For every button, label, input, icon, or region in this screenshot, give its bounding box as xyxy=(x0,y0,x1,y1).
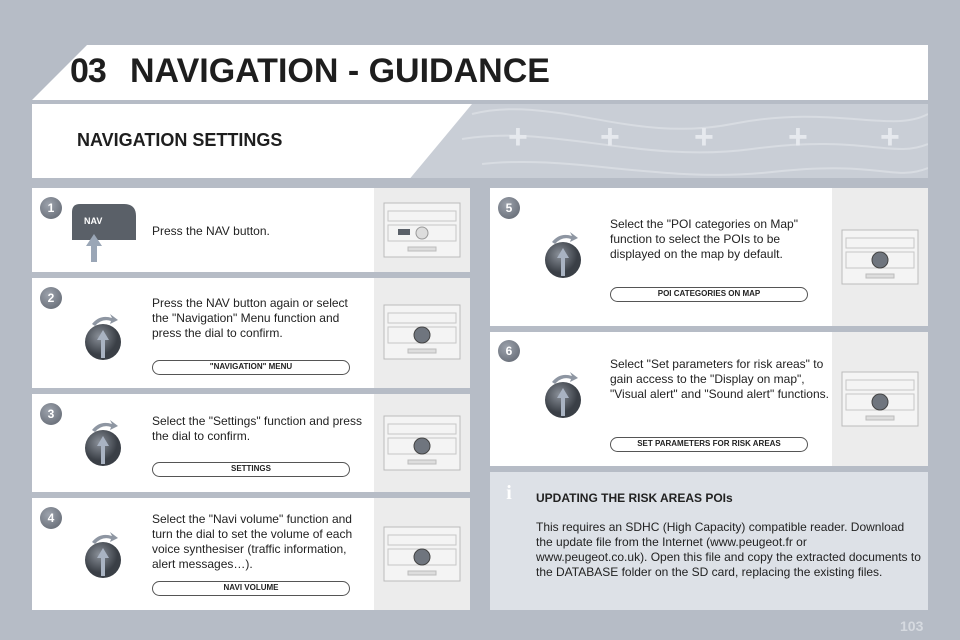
menu-label-pill: POI CATEGORIES ON MAP xyxy=(610,287,808,302)
menu-label-pill: SET PARAMETERS FOR RISK AREAS xyxy=(610,437,808,452)
step-2-text: Press the NAV button again or select the "Navigation" Menu function and press the dial to confirm. xyxy=(152,296,348,340)
info-icon: i xyxy=(506,482,512,504)
page-number: 103 xyxy=(900,618,924,634)
step-number-badge: 2 xyxy=(40,287,62,309)
dial-icon xyxy=(538,370,588,420)
radio-unit-icon xyxy=(382,525,462,583)
plus-icon: + xyxy=(600,118,620,156)
info-title: UPDATING THE RISK AREAS POIs xyxy=(536,491,733,505)
menu-label-pill: SETTINGS xyxy=(152,462,350,477)
menu-label-pill: NAVI VOLUME xyxy=(152,581,350,596)
radio-unit-icon xyxy=(382,414,462,472)
plus-icon: + xyxy=(694,118,714,156)
plus-icon: + xyxy=(880,118,900,156)
step-4-text: Select the "Navi volume" function and turn the dial to set the volume of each voice synthesiser (traffic information, alert messages…). xyxy=(152,512,353,571)
dial-icon xyxy=(78,312,128,362)
step-5-text: Select the "POI categories on Map" function to select the POIs to be displayed on the map by default. xyxy=(610,217,798,261)
step-1-text: Press the NAV button. xyxy=(152,224,270,238)
step-3-text: Select the "Settings" function and press the dial to confirm. xyxy=(152,414,362,443)
info-text: This requires an SDHC (High Capacity) compatible reader. Download the update file from the Internet (www.peugeot.fr or www.peugeot.co.uk). Open this file and copy the extracted documents to the DATABASE folder on the SD card, replacing the existing files. xyxy=(536,520,921,579)
nav-button-icon xyxy=(66,200,142,266)
menu-label-pill: "NAVIGATION" MENU xyxy=(152,360,350,375)
section-title: NAVIGATION SETTINGS xyxy=(77,130,283,150)
dial-icon xyxy=(78,530,128,580)
step-number-badge: 4 xyxy=(40,507,62,529)
step-number-badge: 1 xyxy=(40,197,62,219)
step-number-badge: 5 xyxy=(498,197,520,219)
plus-icon: + xyxy=(508,118,528,156)
radio-unit-icon xyxy=(840,228,920,286)
radio-unit-icon xyxy=(840,370,920,428)
nav-button-label: NAV xyxy=(84,216,103,226)
plus-icon: + xyxy=(788,118,808,156)
radio-unit-icon xyxy=(382,201,462,259)
dial-icon xyxy=(538,230,588,280)
page-title: NAVIGATION - GUIDANCE xyxy=(130,52,550,90)
chapter-number: 03 xyxy=(70,52,106,90)
dial-icon xyxy=(78,418,128,468)
step-6-text: Select "Set parameters for risk areas" to gain access to the "Display on map", "Visual alert" and "Sound alert" functions. xyxy=(610,357,829,401)
radio-unit-icon xyxy=(382,303,462,361)
step-number-badge: 3 xyxy=(40,403,62,425)
step-number-badge: 6 xyxy=(498,340,520,362)
